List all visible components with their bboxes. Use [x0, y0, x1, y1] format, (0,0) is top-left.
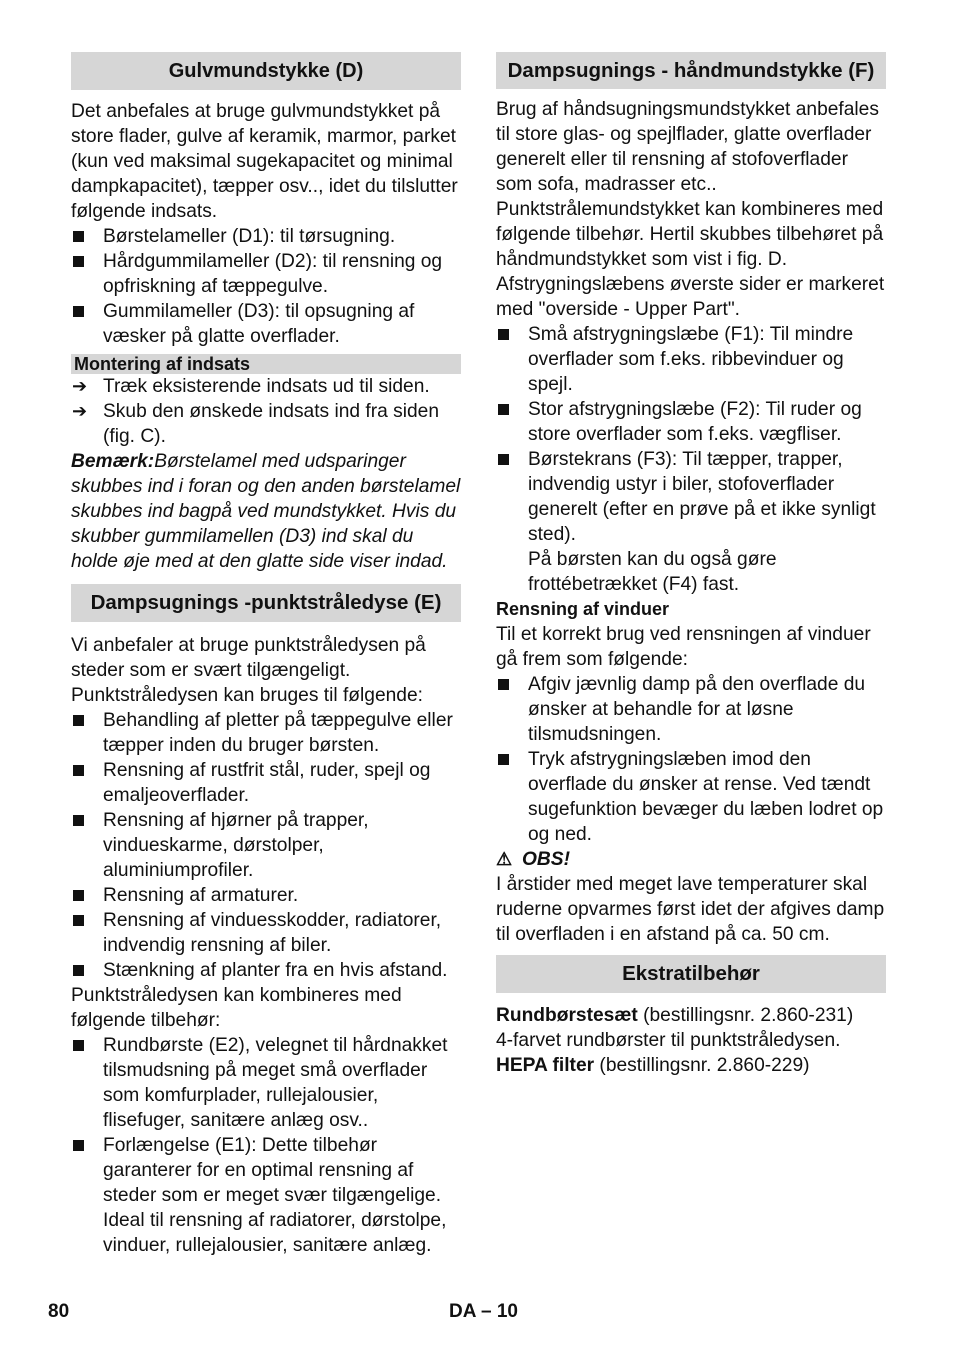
accessory-name: Rundbørstesæt [496, 1005, 638, 1026]
section-heading-floor-nozzle: Gulvmundstykke (D) [71, 52, 461, 90]
hand-nozzle-accessories [496, 322, 886, 597]
list-item: Rensning af vinduesskodder, radiatorer, indvendig rensning af biler. [71, 908, 461, 958]
warning-heading [496, 847, 886, 872]
bullet-square-icon [73, 715, 84, 726]
accessory-item-1-description: 4-farvet rundbørster til punktstråledysen. [496, 1030, 841, 1051]
list-item: Hårdgummilameller (D2): til rensning og opfriskning af tæppegulve. [71, 249, 461, 299]
bullet-square-icon [498, 754, 509, 765]
hand-nozzle-marking: Afstrygningslæbens øverste sider er markeret med "overside - Upper Part". [496, 274, 885, 320]
section-heading-extra-accessories: Ekstratilbehør [496, 955, 886, 993]
bullet-square-icon [73, 890, 84, 901]
accessory-order-number: (bestillingsnr. 2.860-231) [637, 1005, 854, 1026]
hand-nozzle-combine: Punktstrålemundstykket kan kombineres med følgende tilbehør. Hertil skubbes tilbehøret på håndmundstykket som vist i fig. D. [496, 199, 884, 270]
list-item: Børstekrans (F3): Til tæpper, trapper, indvendig ustyr i biler, stofoverflader generelt (efter en prøve på et ikke synligt sted). På børsten kan du også gøre frottébetrækket (F4) fast. [496, 447, 886, 597]
accessory-name: HEPA filter [496, 1055, 595, 1076]
point-jet-intro-2: Punktstråledysen kan bruges til følgende: [71, 685, 423, 706]
point-jet-accessories [71, 1033, 461, 1258]
list-item: Stænkning af planter fra en hvis afstand. [71, 958, 461, 983]
bullet-square-icon [73, 915, 84, 926]
warning-label: OBS! [522, 849, 570, 870]
list-item: Afgiv jævnlig damp på den overflade du ønsker at behandle for at løsne tilsmudsningen. [496, 672, 886, 747]
list-item: Børstelameller (D1): til tørsugning. [71, 224, 461, 249]
right-column [496, 52, 886, 1078]
floor-nozzle-list [71, 224, 461, 349]
bullet-square-icon [498, 404, 509, 415]
bullet-square-icon [498, 329, 509, 340]
note-label: Bemærk: [71, 451, 155, 472]
list-item: Rensning af rustfrit stål, ruder, spejl og emaljeoverflader. [71, 758, 461, 808]
list-item: Tryk afstrygningslæben imod den overflade du ønsker at rense. Ved tændt sugefunktion bevæger du læben lodret op og ned. [496, 747, 886, 847]
bullet-square-icon [73, 306, 84, 317]
bullet-square-icon [73, 1040, 84, 1051]
bullet-square-icon [73, 965, 84, 976]
note-paragraph [71, 449, 461, 574]
bullet-square-icon [73, 256, 84, 267]
bullet-square-icon [73, 1140, 84, 1151]
accessory-order-number: (bestillingsnr. 2.860-229) [594, 1055, 810, 1076]
bullet-square-icon [498, 679, 509, 690]
list-item: Rensning af armaturer. [71, 883, 461, 908]
bullet-square-icon [73, 815, 84, 826]
step-item: ➔ Skub den ønskede indsats ind fra siden (fig. C). [72, 401, 439, 447]
subheading-window-cleaning: Rensning af vinduer [496, 599, 670, 619]
arrow-right-icon: ➔ [72, 376, 88, 396]
floor-nozzle-intro: Det anbefales at bruge gulvmundstykket på store flader, gulve af keramik, marmor, parket (kun ved maksimal sugekapacitet og minimal dampkapacitet), tæpper osv.., idet du tilslutter følgende indsats. [71, 101, 458, 222]
warning-triangle-icon: ⚠ [496, 849, 513, 869]
list-item: Rundbørste (E2), velegnet til hårdnakket tilsmudsning på meget små overflader som komfurplader, rullejalousier, flisefuger, sanitære anlæg osv.. [71, 1033, 461, 1133]
window-cleaning-steps [496, 672, 886, 847]
section-heading-point-jet-nozzle: Dampsugnings -punktstråledyse (E) [71, 584, 461, 622]
mounting-steps [71, 374, 461, 449]
hand-nozzle-intro: Brug af håndsugningsmundstykket anbefales til store glas- og spejlflader, glatte overflader generelt eller til rensning af stofoverflader som sofa, madrasser etc.. [496, 99, 879, 195]
left-column [71, 52, 461, 1258]
list-item: Forlængelse (E1): Dette tilbehør garanterer for en optimal rensning af steder som er meget svær tilgængelige. Ideal til rensning af radiatorer, dørstolpe, vinduer, rullejalousier, sanitære anlæg. [71, 1133, 461, 1258]
subheading-mounting: Montering af indsats [71, 354, 461, 374]
warning-text: I årstider med meget lave temperaturer skal ruderne opvarmes først idet der afgives damp til overfladen i en afstand på ca. 50 cm. [496, 874, 885, 945]
arrow-right-icon: ➔ [72, 401, 88, 421]
bullet-square-icon [73, 765, 84, 776]
list-item: Små afstrygningslæbe (F1): Til mindre overflader som f.eks. ribbevinduer og spejl. [496, 322, 886, 397]
list-item: Gummilameller (D3): til opsugning af væsker på glatte overflader. [71, 299, 461, 349]
point-jet-intro-1: Vi anbefaler at bruge punktstråledysen på steder som er svært tilgængeligt. [71, 635, 426, 681]
list-item: Stor afstrygningslæbe (F2): Til ruder og store overflader som f.eks. vægfliser. [496, 397, 886, 447]
page-code: DA – 10 [449, 1301, 518, 1322]
accessory-item-2 [496, 1053, 886, 1078]
brush-ring-extra: På børsten kan du også gøre frottébetrækket (F4) fast. [528, 549, 777, 595]
note-text: Børstelamel med udsparinger skubbes ind i foran og den anden børstelamel skubbes ind bagpå ved mundstykket. Hvis du skubber gummilamellen (D3) ind skal du holde øje med at den glatte side viser indad. [71, 451, 461, 572]
step-item: ➔ Træk eksisterende indsats ud til siden. [72, 376, 430, 397]
list-item: Behandling af pletter på tæppegulve eller tæpper inden du bruger børsten. [71, 708, 461, 758]
bullet-square-icon [73, 231, 84, 242]
bullet-square-icon [498, 454, 509, 465]
page-number: 80 [48, 1301, 70, 1322]
accessory-item-1 [496, 1003, 886, 1028]
point-jet-uses [71, 708, 461, 983]
window-cleaning-intro: Til et korrekt brug ved rensningen af vinduer gå frem som følgende: [496, 624, 871, 670]
section-heading-hand-nozzle: Dampsugnings - håndmundstykke (F) [496, 52, 886, 89]
point-jet-combine: Punktstråledysen kan kombineres med følgende tilbehør: [71, 985, 402, 1031]
list-item: Rensning af hjørner på trapper, vindueskarme, dørstolper, aluminiumprofiler. [71, 808, 461, 883]
